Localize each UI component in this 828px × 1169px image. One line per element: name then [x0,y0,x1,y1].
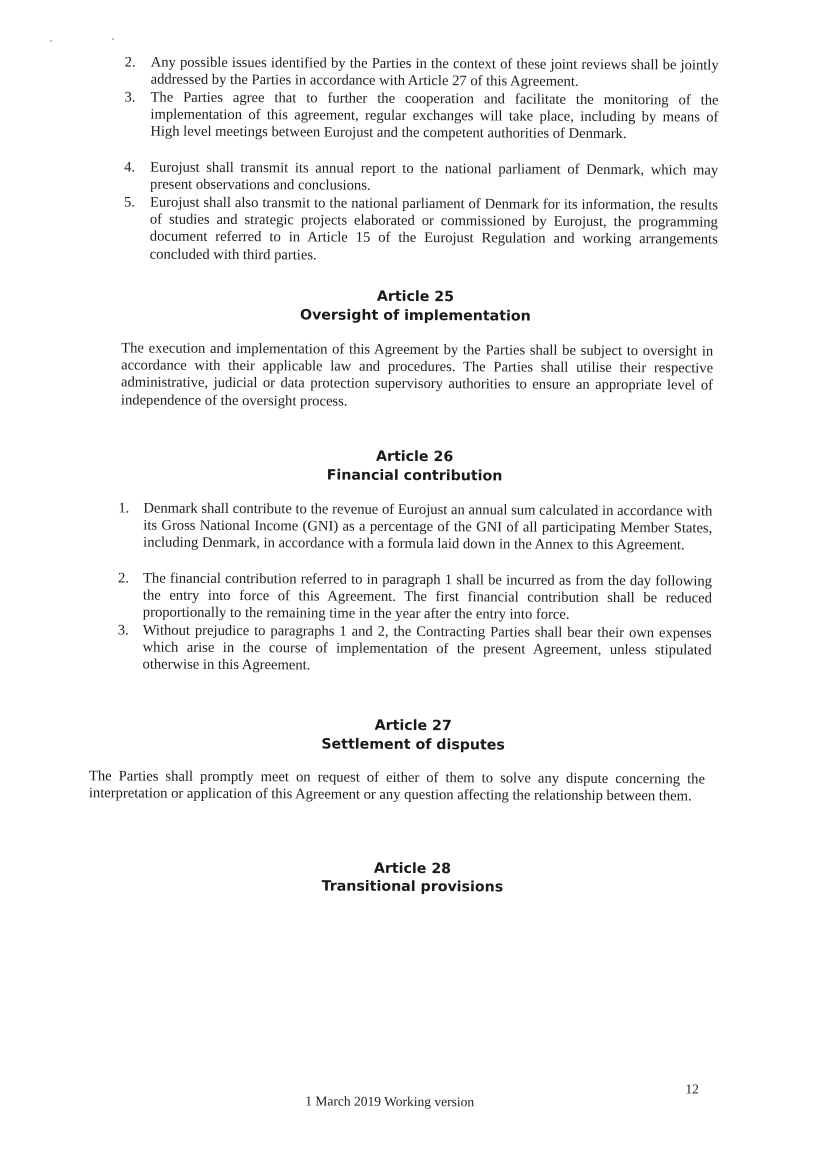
article-title: Oversight of implementation [299,307,531,325]
page-number: 12 [685,1081,699,1097]
list-item-number: 2. [124,54,136,71]
list-item-text: Eurojust shall transmit its annual report to the national parliament of Denmark, which may present observations and conclusions. [150,159,719,194]
article-number: Article 27 [374,717,452,735]
list-item-number: 2. [117,570,129,587]
list-item-text: Denmark shall contribute to the revenue of Eurojust an annual sum calculated in accordance with its Gross National Income (GNI) as a percentage of the GNI of all participating Member States, including Denmark, in accordance with a formula laid down in the Annex to this Agreement. [143,500,713,554]
list-item-number: 3. [117,622,129,639]
article-body: The Parties shall promptly meet on request of either of them to solve any dispute concerning the interpretation or application of this Agreement or any question affecting the relationship between them. [88,768,706,805]
article-title: Transitional provisions [321,878,504,896]
list-item [117,570,713,624]
article-number: Article 28 [373,860,452,878]
list-item [118,500,713,554]
list-item-number: 1. [118,500,130,517]
list-item-number: 5. [123,194,135,211]
list-item-text: The Parties agree that to further the cooperation and facilitate the monitoring of the implementation of this agreement, regular exchanges will take place, including by means of High level meetings between Eurojust and the competent authorities of Denmark. [150,89,719,143]
list-item-number: 3. [124,89,136,106]
article-number: Article 26 [375,448,454,466]
article-title: Settlement of disputes [321,736,505,754]
list-item [124,159,719,194]
list-item-number: 4. [124,159,136,176]
list-item-text: Any possible issues identified by the Parties in the context of these joint reviews shall be jointly addressed by the Parties in accordance with Article 27 of this Agreement. [150,54,719,91]
article-body: The execution and implementation of this Agreement by the Parties shall be subject to oversight in accordance with their applicable law and procedures. The Parties shall utilise their respective administrative, judicial or data protection supervisory authorities to ensure an appropriate level of independence of the oversight process. [120,340,714,410]
version-note: 1 March 2019 Working version [305,1093,475,1110]
list-item-text: Eurojust shall also transmit to the national parliament of Denmark for its information, the results of studies and strategic projects elaborated or commissioned by Eurojust, the programming document referred to in Article 15 of the Eurojust Regulation and working arrangements concluded with third parties. [149,194,719,264]
list-item [124,54,719,91]
article-title: Financial contribution [326,467,503,485]
list-item-text: Without prejudice to paragraphs 1 and 2, the Contracting Parties shall bear their own expenses which arise in the course of implementation of the present Agreement, unless stipulated otherwise in this Agreement. [142,622,712,674]
article-number: Article 25 [376,288,455,306]
list-item-text: The financial contribution referred to in paragraph 1 shall be incurred as from the day following the entry into force of this Agreement. The first financial contribution shall be reduced proportionally to the remaining time in the year after the entry into force. [142,570,713,624]
